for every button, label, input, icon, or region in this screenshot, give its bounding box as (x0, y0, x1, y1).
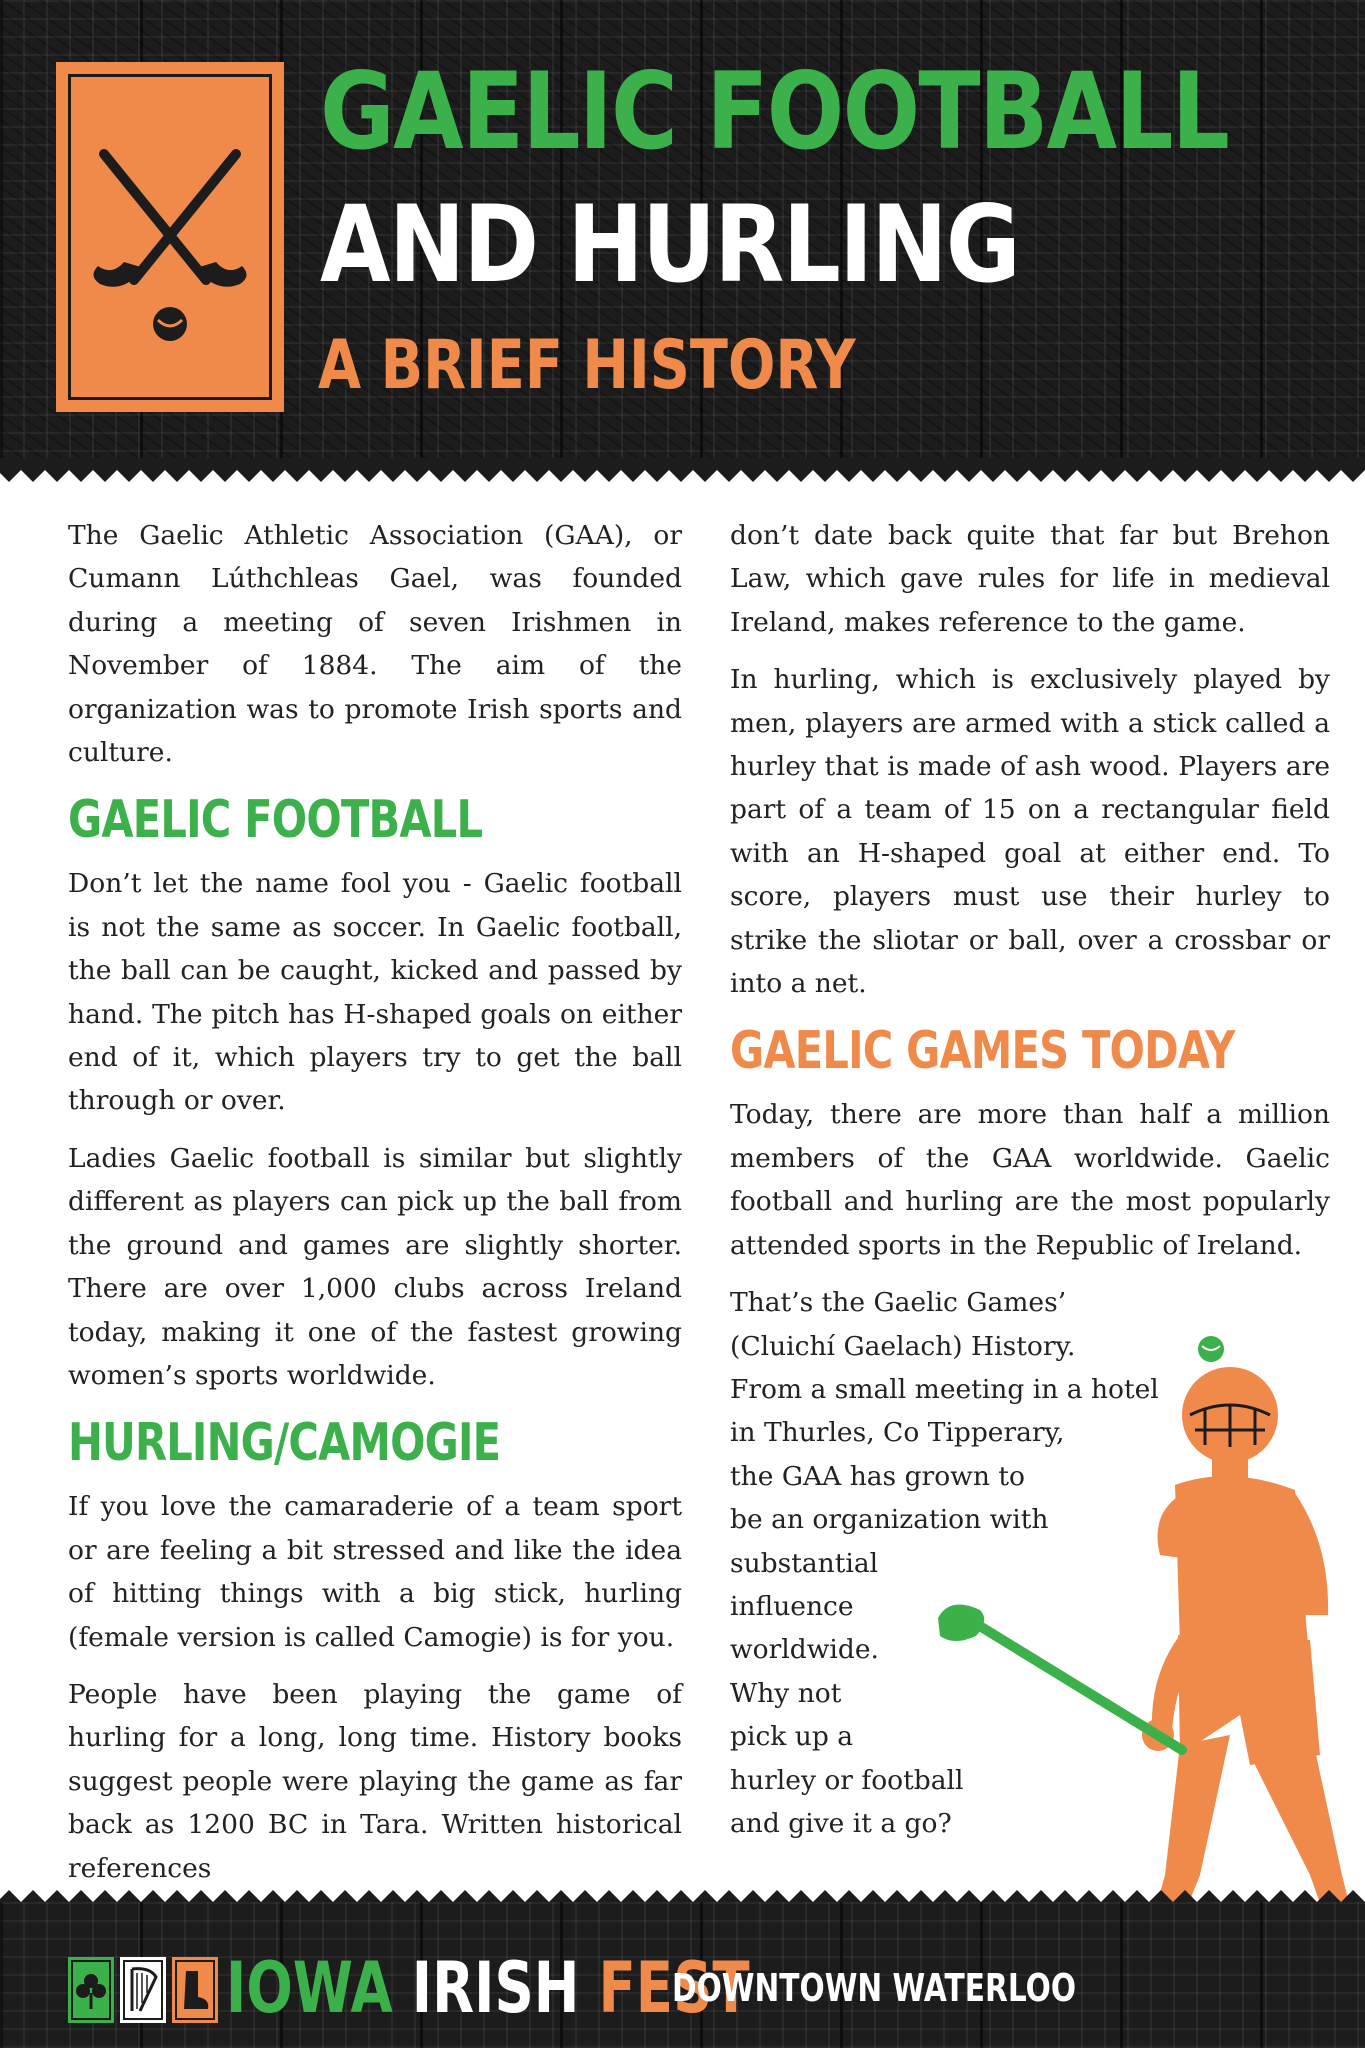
dancer-shoe-icon (172, 1957, 218, 2023)
closing-line: From a small meeting in a hotel (730, 1373, 1159, 1405)
left-column (68, 514, 682, 1904)
hurling-paragraph-3: In hurling, which is exclusively played by men, players are armed with a stick called a hurley that is made of ash wood. Players are part of a team of 15 on a rectangular field with an H-shaped goal at either end. To score, players must use their hurley to strike the sliotar or ball, over a crossbar or into a net. (730, 664, 1330, 1000)
closing-line: Why not (730, 1677, 842, 1709)
closing-line: influence (730, 1590, 854, 1622)
today-paragraph: Today, there are more than half a million members of the GAA worldwide. Gaelic football and hurling are the most popularly attended sports in the Republic of Ireland. (730, 1099, 1330, 1261)
harp-icon (120, 1957, 166, 2023)
title-and-hurling: AND HURLING (320, 183, 1019, 306)
heading-gaelic-football: GAELIC FOOTBALL (68, 790, 483, 851)
title-gaelic-football: GAELIC FOOTBALL (320, 50, 1229, 173)
closing-line: and give it a go? (730, 1807, 952, 1839)
gaelic-football-paragraph-1: Don’t let the name fool you - Gaelic football is not the same as soccer. In Gaelic football, the ball can be caught, kicked and passed by hand. The pitch has H-shaped goals on either end of it, which players try to get the ball through or over. (68, 868, 682, 1117)
closing-line: be an organization with (730, 1504, 1049, 1536)
zigzag-divider-top (0, 458, 1365, 482)
heading-gaelic-games-today: GAELIC GAMES TODAY (730, 1021, 1235, 1082)
closing-line: hurley or football (730, 1764, 964, 1796)
hurley-stick-illustration (930, 1600, 1200, 1770)
hurling-paragraph-1: If you love the camaraderie of a team sport or are feeling a bit stressed and like the idea of hitting things with a big stick, hurling (female version is called Camogie) is for you. (68, 1491, 682, 1653)
closing-line: the GAA has grown to (730, 1460, 1025, 1492)
shamrock-tile (68, 1957, 114, 2023)
closing-line: substantial (730, 1547, 879, 1579)
harp-tile (120, 1957, 166, 2023)
hurling-logo-badge (56, 62, 284, 412)
closing-line: pick up a (730, 1721, 854, 1753)
brand-irish: IRISH (411, 1947, 580, 2029)
subtitle-brief-history: A BRIEF HISTORY (318, 326, 856, 405)
closing-line: worldwide. (730, 1634, 879, 1666)
intro-paragraph: The Gaelic Athletic Association (GAA), or Cumann Lúthchleas Gael, was founded during a meeting of seven Irishmen in November of 1884. The aim of the organization was to promote Irish sports and culture. (68, 520, 682, 769)
closing-line: That’s the Gaelic Games’ (730, 1287, 1067, 1319)
hurling-paragraph-2: People have been playing the game of hurling for a long, long time. History books suggest people were playing the game as far back as 1200 BC in Tara. Written historical references (68, 1678, 682, 1884)
shamrock-icon (68, 1957, 114, 2023)
gaelic-football-paragraph-2: Ladies Gaelic football is similar but slightly different as players can pick up the ball from the ground and games are slightly shorter. There are over 1,000 clubs across Ireland today, making it one of the fastest growing women’s sports worldwide. (68, 1142, 682, 1391)
brand-fest: FEST (598, 1947, 750, 2029)
crossed-hurleys-icon (56, 62, 284, 412)
heading-hurling-camogie: HURLING/CAMOGIE (68, 1413, 501, 1474)
dancer-tile (172, 1957, 218, 2023)
footer-location: DOWNTOWN WATERLOO (672, 1966, 1077, 2010)
closing-line: (Cluichí Gaelach) History. (730, 1330, 1076, 1362)
closing-line: in Thurles, Co Tipperary, (730, 1417, 1065, 1449)
brand-iowa: IOWA (226, 1947, 393, 2029)
hurling-paragraph-2-continued: don’t date back quite that far but Brehon Law, which gave rules for life in medieval Ireland, makes reference to the game. (730, 520, 1330, 638)
